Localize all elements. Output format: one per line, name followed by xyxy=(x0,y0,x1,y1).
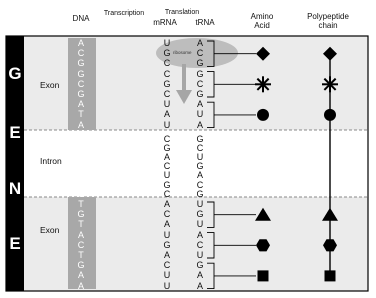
dna-base: A xyxy=(77,229,84,240)
mrna-base: C xyxy=(163,89,171,99)
region-label-exon-bottom: Exon xyxy=(40,225,60,235)
trna-base: C xyxy=(196,78,204,89)
mrna-base: C xyxy=(163,68,171,79)
header-translation: Translation xyxy=(164,9,200,16)
dna-base: G xyxy=(77,209,85,220)
dna-base: T xyxy=(78,219,84,230)
header-polypeptide-chain: Polypeptide chain xyxy=(307,12,349,30)
mrna-base: C xyxy=(163,260,171,271)
translation-arrow-shaft xyxy=(182,64,186,92)
mrna-base: U xyxy=(163,119,171,130)
trna-base: U xyxy=(196,152,204,163)
dna-base: A xyxy=(77,270,84,281)
dna-base: T xyxy=(78,250,84,260)
mrna-base: G xyxy=(163,78,171,89)
header-amino-acid: Amino Acid xyxy=(250,12,274,30)
trna-base: C xyxy=(196,143,204,154)
region-label-exon-top: Exon xyxy=(40,80,60,90)
dna-base: T xyxy=(78,152,84,163)
mrna-base: U xyxy=(163,38,171,48)
dna-base: A xyxy=(77,99,84,110)
mrna-base: U xyxy=(163,270,171,281)
trna-base: G xyxy=(196,134,204,144)
amino-acid-square-icon xyxy=(258,270,269,281)
mrna-base: U xyxy=(163,170,171,181)
trna-base: G xyxy=(196,188,204,199)
trna-base: G xyxy=(196,89,204,99)
mrna-base: U xyxy=(163,99,171,110)
dna-base: C xyxy=(77,143,85,154)
dna-base: C xyxy=(77,78,85,89)
dna-base: T xyxy=(78,199,84,209)
trna-base: A xyxy=(196,229,203,240)
trna-base: G xyxy=(196,161,204,172)
trna-base: G xyxy=(196,209,204,220)
mrna-base: A xyxy=(163,109,170,120)
dna-base: A xyxy=(77,170,84,181)
trna-base: A xyxy=(196,99,203,110)
trna-base: U xyxy=(196,250,204,260)
mrna-base: G xyxy=(163,143,171,154)
trna-base: U xyxy=(196,109,204,120)
dna-base: G xyxy=(77,68,85,79)
gene-letter-e2: E xyxy=(9,234,21,253)
mrna-base: G xyxy=(163,179,171,190)
dna-base: A xyxy=(77,38,84,48)
mrna-base: C xyxy=(163,134,171,144)
header-dna: DNA xyxy=(72,14,90,23)
mrna-base: G xyxy=(163,239,171,250)
amino-acid-asterisk-icon xyxy=(255,76,271,92)
mrna-base: A xyxy=(163,199,170,209)
gene-letter-n: N xyxy=(8,179,22,198)
dna-base: G xyxy=(77,260,85,271)
trna-base: A xyxy=(196,280,203,291)
trna-base: C xyxy=(196,179,204,190)
dna-base: G xyxy=(77,58,85,69)
trna-base: G xyxy=(196,58,204,69)
gene-letter-g: G xyxy=(8,64,22,83)
header-transcription: Transcription xyxy=(103,10,145,17)
amino-acid-circle-icon xyxy=(257,109,269,121)
dna-base: G xyxy=(77,188,85,199)
gene-letter-e1: E xyxy=(9,123,21,142)
region-label-intron: Intron xyxy=(40,156,62,166)
mrna-base: U xyxy=(163,280,171,291)
ribosome-label: ribosome xyxy=(173,50,192,55)
mrna-base: A xyxy=(163,219,170,230)
trna-base: U xyxy=(196,199,204,209)
mrna-base: A xyxy=(163,152,170,163)
polypeptide-square-icon xyxy=(325,270,336,281)
dna-base: C xyxy=(77,179,85,190)
dna-base: T xyxy=(78,109,84,120)
dna-base: C xyxy=(77,48,85,59)
trna-base: A xyxy=(196,270,203,281)
mrna-base: C xyxy=(163,209,171,220)
polypeptide-circle-icon xyxy=(324,109,336,121)
dna-base: G xyxy=(77,161,85,172)
mrna-base: A xyxy=(163,250,170,260)
mrna-base: C xyxy=(163,188,171,199)
header-mrna: mRNA xyxy=(153,18,177,27)
dna-base: A xyxy=(77,280,84,291)
dna-base: G xyxy=(77,89,85,99)
dna-base: A xyxy=(77,119,84,130)
header-trna: tRNA xyxy=(195,18,215,27)
trna-base: C xyxy=(196,48,204,59)
polypeptide-asterisk-icon xyxy=(322,76,338,92)
mrna-base: G xyxy=(163,48,171,59)
trna-base: U xyxy=(196,219,204,230)
trna-base: A xyxy=(196,119,203,130)
dna-base: C xyxy=(77,239,85,250)
trna-base: G xyxy=(196,68,204,79)
trna-base: A xyxy=(196,170,203,181)
exon-band-bottom xyxy=(6,197,368,291)
mrna-base: U xyxy=(163,229,171,240)
mrna-base: C xyxy=(163,161,171,172)
trna-base: C xyxy=(196,239,204,250)
dna-base: G xyxy=(77,134,85,144)
trna-base: G xyxy=(196,260,204,271)
trna-base: A xyxy=(196,38,203,48)
mrna-base: C xyxy=(163,58,171,69)
